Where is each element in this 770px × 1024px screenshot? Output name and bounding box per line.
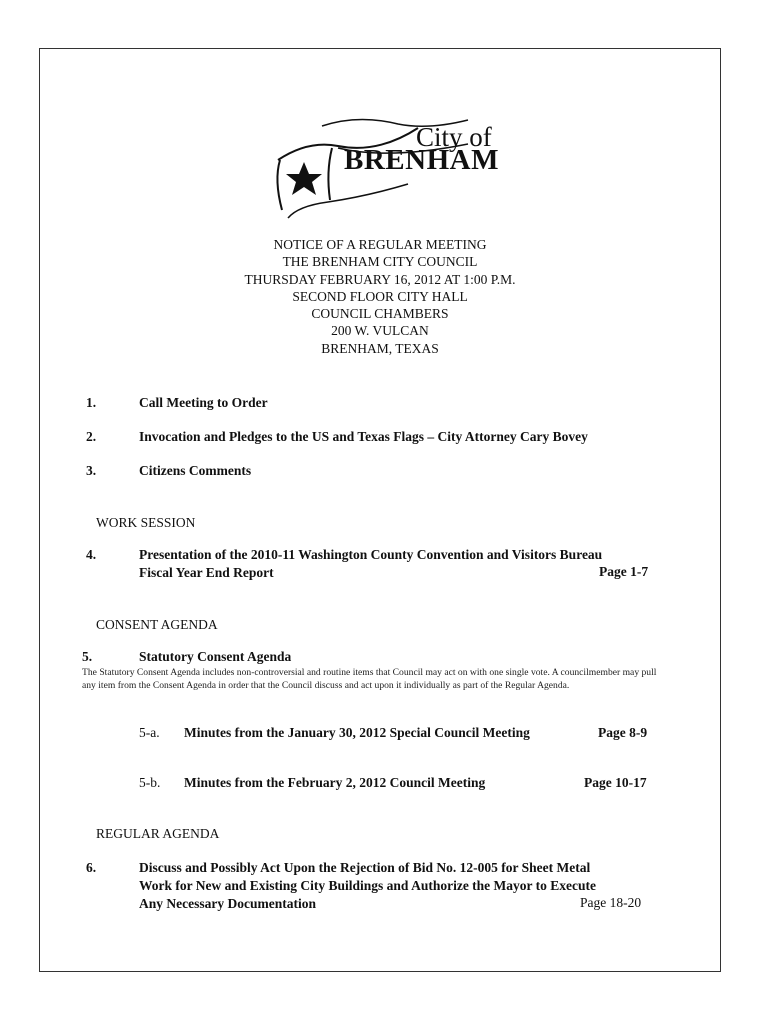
- header-line: 200 W. VULCAN: [331, 323, 429, 339]
- page-reference: Page 8-9: [598, 725, 648, 740]
- section-heading-work-session: WORK SESSION: [96, 515, 196, 530]
- city-logo: [268, 110, 508, 225]
- sub-item-title: Minutes from the January 30, 2012 Special Council Meeting: [184, 725, 530, 740]
- sub-item-number: 5-a.: [139, 725, 160, 740]
- header-line: THE BRENHAM CITY COUNCIL: [282, 254, 478, 270]
- item-title-line: Work for New and Existing City Buildings and Authorize the Mayor to Execute: [139, 878, 597, 893]
- item-description: The Statutory Consent Agenda includes non-controversial and routine items that Council may act on with one single vote. A councilmember may pull any item from the Consent Agenda in order that the Council discuss and act upon it individually as part of the Regular Agenda.: [82, 667, 657, 691]
- meeting-notice-header: [180, 236, 580, 357]
- item-title-line: Fiscal Year End Report: [139, 565, 274, 580]
- section-heading-regular-agenda: REGULAR AGENDA: [96, 826, 220, 841]
- item-title: Invocation and Pledges to the US and Texas Flags – City Attorney Cary Bovey: [139, 429, 588, 444]
- item-number: 2.: [86, 429, 97, 444]
- item-title: Citizens Comments: [139, 463, 252, 478]
- header-line: COUNCIL CHAMBERS: [311, 306, 449, 322]
- page-reference: Page 10-17: [584, 775, 647, 790]
- section-heading-consent-agenda: CONSENT AGENDA: [96, 617, 218, 632]
- header-line: NOTICE OF A REGULAR MEETING: [273, 237, 487, 252]
- item-title-line: Any Necessary Documentation: [139, 896, 316, 911]
- logo-city-name: BRENHAM: [344, 144, 499, 176]
- item-number: 3.: [86, 463, 97, 478]
- item-title: [139, 546, 659, 582]
- item-title: Call Meeting to Order: [139, 395, 268, 410]
- item-title-line: Presentation of the 2010-11 Washington County Convention and Visitors Bureau: [139, 547, 603, 562]
- page-reference: Page 18-20: [580, 895, 642, 910]
- header-line: THURSDAY FEBRUARY 16, 2012 AT 1:00 P.M.: [244, 271, 516, 287]
- header-line: BRENHAM, TEXAS: [321, 340, 439, 356]
- item-number: 1.: [86, 395, 97, 410]
- page-reference: Page 1-7: [599, 564, 649, 579]
- sub-item-number: 5-b.: [139, 775, 161, 790]
- item-number: 4.: [86, 547, 97, 562]
- item-number: 5.: [82, 649, 93, 664]
- logo-city-of-text: City of: [416, 122, 492, 152]
- item-title-line: Discuss and Possibly Act Upon the Rejection of Bid No. 12-005 for Sheet Metal: [139, 860, 591, 875]
- item-title: Statutory Consent Agenda: [139, 649, 292, 664]
- header-line: SECOND FLOOR CITY HALL: [292, 288, 468, 304]
- sub-item-title: Minutes from the February 2, 2012 Council Meeting: [184, 775, 486, 790]
- item-number: 6.: [86, 860, 97, 875]
